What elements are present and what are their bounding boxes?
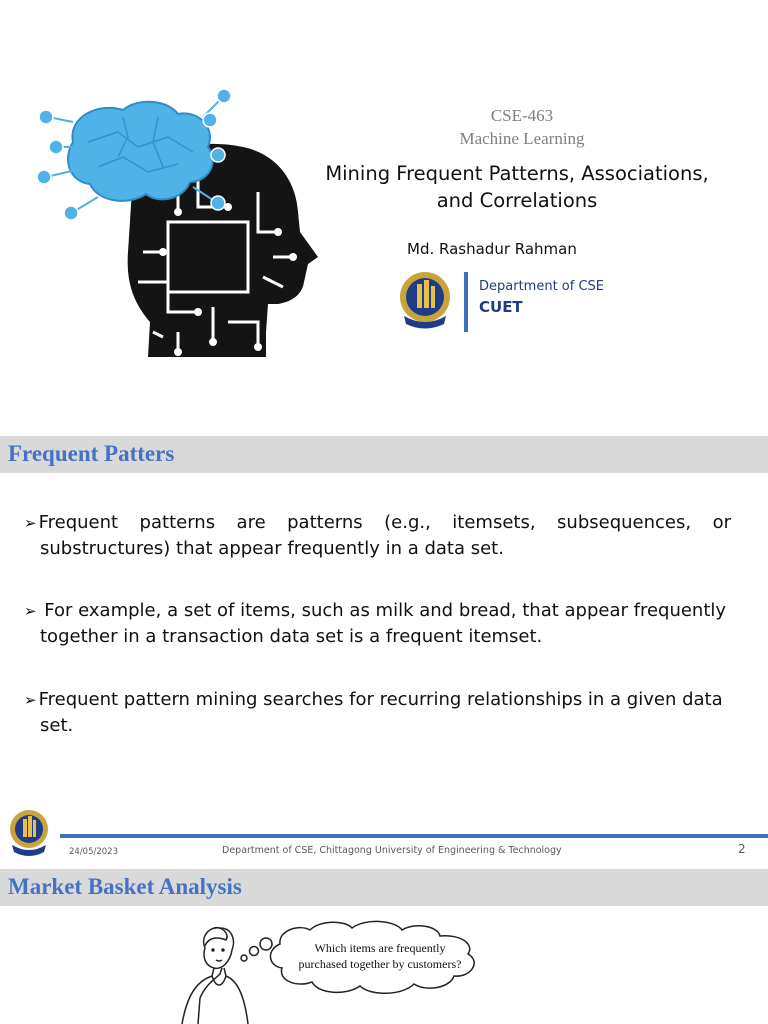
arrow-bullet-icon: ➢ xyxy=(24,602,37,620)
footer-divider xyxy=(60,834,768,838)
bullet-text: Frequent patterns are patterns (e.g., itemsets, subsequences, or substructures) that appear frequently in a data set. xyxy=(38,512,731,559)
cuet-logo-icon xyxy=(398,270,452,332)
course-name: Machine Learning xyxy=(459,129,585,148)
institution-label: CUET xyxy=(479,298,523,316)
title-slide xyxy=(0,0,768,430)
footer-text: Department of CSE, Chittagong University of Engineering & Technology xyxy=(222,845,562,856)
divider-bar xyxy=(464,272,468,332)
course-code: CSE-463 xyxy=(490,106,554,125)
thought-line1: Which items are frequently xyxy=(314,941,446,955)
bullet-text: Frequent pattern mining searches for recurring relationships in a given data set. xyxy=(38,689,723,736)
author-name: Md. Rashadur Rahman xyxy=(407,240,577,258)
arrow-bullet-icon: ➢ xyxy=(24,514,37,532)
slide-title-line1: Mining Frequent Patterns, Associations, xyxy=(325,162,709,185)
person-icon xyxy=(182,928,248,1024)
bullet-item xyxy=(24,598,731,649)
cuet-footer-logo-icon xyxy=(8,808,50,860)
bullet-item xyxy=(24,510,731,561)
slide-title xyxy=(310,160,724,214)
page-number: 2 xyxy=(738,842,746,856)
section-header-band xyxy=(0,436,768,473)
thought-line2: purchased together by customers? xyxy=(298,957,462,971)
department-label: Department of CSE xyxy=(479,279,605,294)
section-header-band xyxy=(0,869,768,906)
thought-bubble-text xyxy=(290,940,470,972)
ai-head-brain-illustration xyxy=(28,82,328,362)
footer-date: 24/05/2023 xyxy=(69,847,118,857)
section-heading: Frequent Patters xyxy=(8,441,175,466)
bullet-text: For example, a set of items, such as milk and bread, that appear frequently together in a transaction data set is a frequent itemset. xyxy=(38,600,727,647)
arrow-bullet-icon: ➢ xyxy=(24,691,37,709)
section-heading: Market Basket Analysis xyxy=(8,874,242,899)
bullet-item xyxy=(24,687,731,738)
slide-title-line2: and Correlations xyxy=(436,189,598,212)
